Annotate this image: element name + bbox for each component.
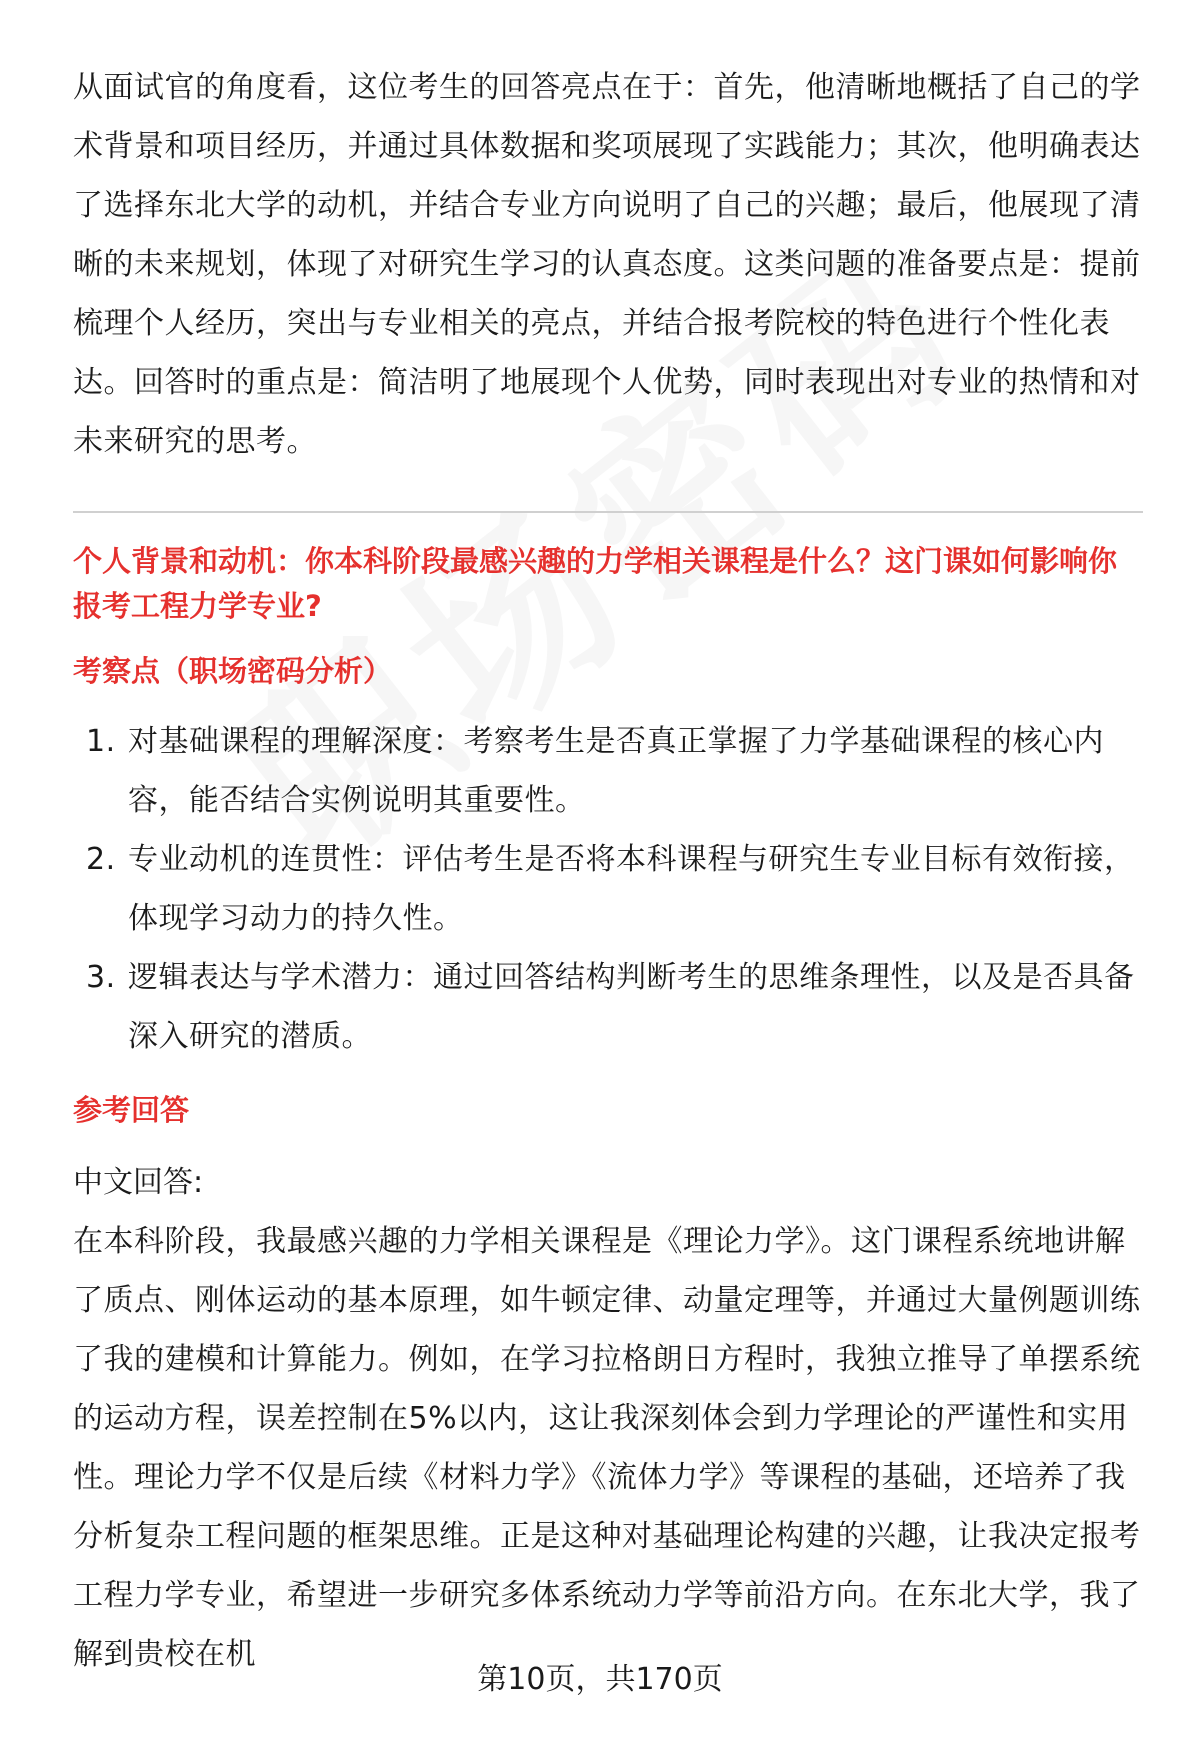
list-item-number: 3. (86, 960, 116, 995)
page-content (73, 58, 1143, 1684)
section-divider (73, 511, 1143, 513)
reference-answer-title: 参考回答 (73, 1093, 190, 1127)
list-item (73, 830, 1143, 948)
list-item (73, 712, 1143, 830)
answer-paragraph: 在本科阶段，我最感兴趣的力学相关课程是《理论力学》。这门课程系统地讲解了质点、刚体运动的基本原理，如牛顿定律、动量定理等，并通过大量例题训练了我的建模和计算能力。例如，在学习拉格朗日方程时，我独立推导了单摆系统的运动方程，误差控制在5%以内，这让我深刻体会到力学理论的严谨性和实用性。理论力学不仅是后续《材料力学》《流体力学》等课程的基础，还培养了我分析复杂工程问题的框架思维。正是这种对基础理论构建的兴趣，让我决定报考工程力学专业，希望进一步研究多体系统动力学等前沿方向。在东北大学，我了解到贵校在机 (73, 1224, 1141, 1672)
page-number-footer: 第10页，共170页 (477, 1662, 723, 1697)
list-item-text: 对基础课程的理解深度：考察考生是否真正掌握了力学基础课程的核心内容，能否结合实例说明其重要性。 (128, 724, 1104, 818)
list-item-text: 专业动机的连贯性：评估考生是否将本科课程与研究生专业目标有效衔接，体现学习动力的持久性。 (128, 842, 1135, 936)
exam-points-title: 考察点（职场密码分析） (73, 654, 393, 688)
list-item-text: 逻辑表达与学术潜力：通过回答结构判断考生的思维条理性，以及是否具备深入研究的潜质。 (128, 960, 1135, 1054)
list-item (73, 948, 1143, 1066)
question-heading: 个人背景和动机：你本科阶段最感兴趣的力学相关课程是什么？这门课如何影响你报考工程力学专业? (73, 544, 1118, 623)
intro-paragraph: 从面试官的角度看，这位考生的回答亮点在于：首先，他清晰地概括了自己的学术背景和项目经历，并通过具体数据和奖项展现了实践能力；其次，他明确表达了选择东北大学的动机，并结合专业方向说明了自己的兴趣；最后，他展现了清晰的未来规划，体现了对研究生学习的认真态度。这类问题的准备要点是：提前梳理个人经历，突出与专业相关的亮点，并结合报考院校的特色进行个性化表达。回答时的重点是：简洁明了地展现个人优势，同时表现出对专业的热情和对未来研究的思考。 (73, 70, 1141, 459)
list-item-number: 1. (86, 724, 116, 759)
list-item-number: 2. (86, 842, 116, 877)
exam-points-list (73, 712, 1143, 1066)
answer-label: 中文回答: (73, 1165, 204, 1200)
